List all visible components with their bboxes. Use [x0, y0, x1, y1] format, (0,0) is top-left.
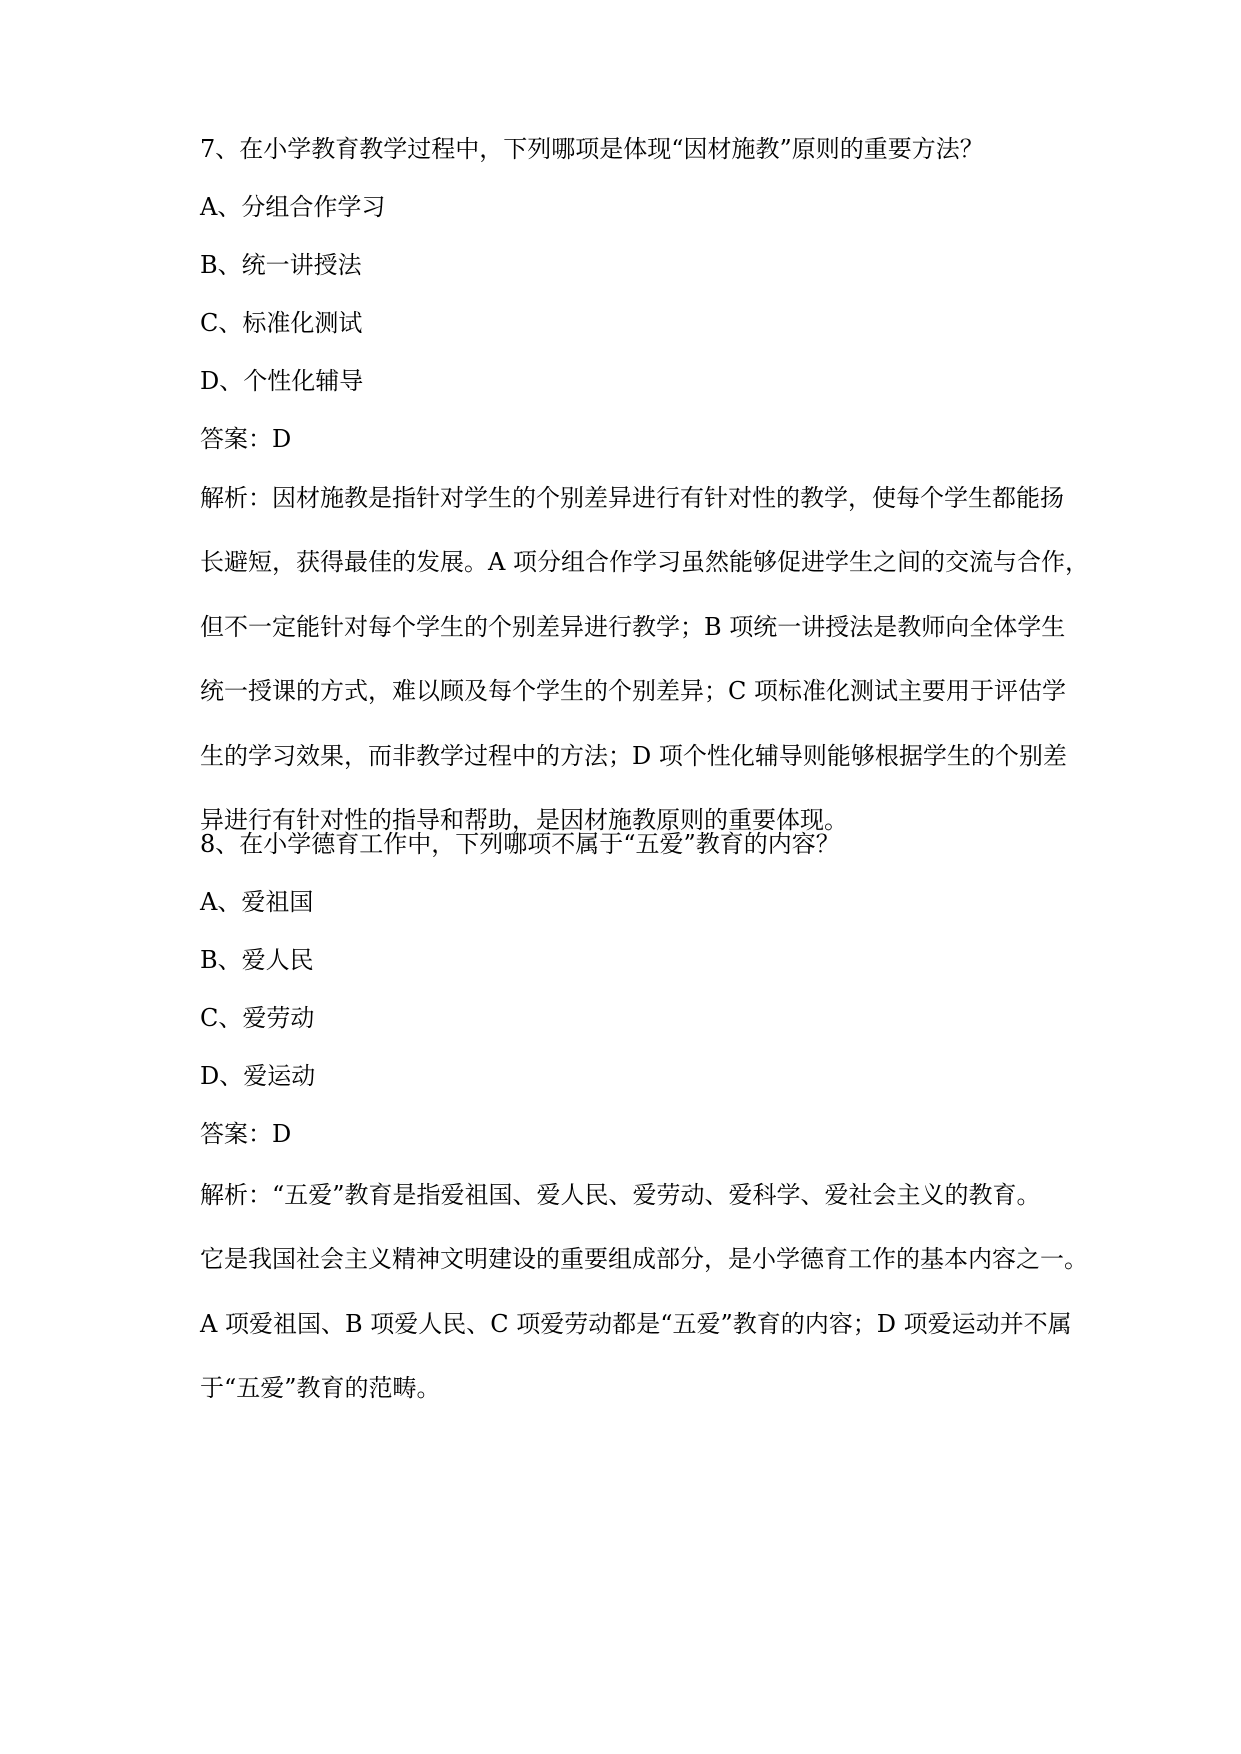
question-7-option-d: D、个性化辅导 [200, 367, 364, 395]
question-8-option-c: C、爱劳动 [200, 1004, 315, 1032]
question-7-analysis [200, 466, 1100, 852]
analysis-line: A 项爱祖国、B 项爱人民、C 项爱劳动都是“五爱”教育的内容；D 项爱运动并不属 [200, 1309, 1072, 1338]
analysis-line: 但不一定能针对每个学生的个别差异进行教学；B 项统一讲授法是教师向全体学生 [200, 612, 1066, 641]
question-7-title: 7、在小学教育教学过程中，下列哪项是体现“因材施教”原则的重要方法？ [200, 135, 984, 163]
analysis-line: 异进行有针对性的指导和帮助，是因材施教原则的重要体现。 [200, 805, 848, 834]
analysis-line: 长避短，获得最佳的发展。A 项分组合作学习虽然能够促进学生之间的交流与合作， [200, 548, 1089, 577]
question-8-title: 8、在小学德育工作中，下列哪项不属于“五爱”教育的内容？ [200, 830, 840, 858]
analysis-line: 解析：“五爱”教育是指爱祖国、爱人民、爱劳动、爱科学、爱社会主义的教育。 [200, 1181, 1041, 1209]
analysis-line: 于“五爱”教育的范畴。 [200, 1374, 441, 1403]
analysis-line: 生的学习效果，而非教学过程中的方法；D 项个性化辅导则能够根据学生的个别差 [200, 741, 1067, 770]
question-7-option-a: A、分组合作学习 [200, 193, 386, 221]
question-8-analysis [200, 1163, 1100, 1421]
question-8-option-b: B、爱人民 [200, 946, 314, 974]
question-8-answer: 答案：D [200, 1120, 292, 1148]
question-8-option-d: D、爱运动 [200, 1062, 316, 1090]
question-7-option-b: B、统一讲授法 [200, 251, 362, 279]
question-7-option-c: C、标准化测试 [200, 309, 363, 337]
question-7-answer: 答案：D [200, 425, 292, 453]
question-8-option-a: A、爱祖国 [200, 888, 314, 916]
analysis-line: 它是我国社会主义精神文明建设的重要组成部分，是小学德育工作的基本内容之一。 [200, 1245, 1088, 1274]
analysis-line: 解析：因材施教是指针对学生的个别差异进行有针对性的教学，使每个学生都能扬 [200, 484, 1064, 512]
analysis-line: 统一授课的方式，难以顾及每个学生的个别差异；C 项标准化测试主要用于评估学 [200, 677, 1066, 706]
